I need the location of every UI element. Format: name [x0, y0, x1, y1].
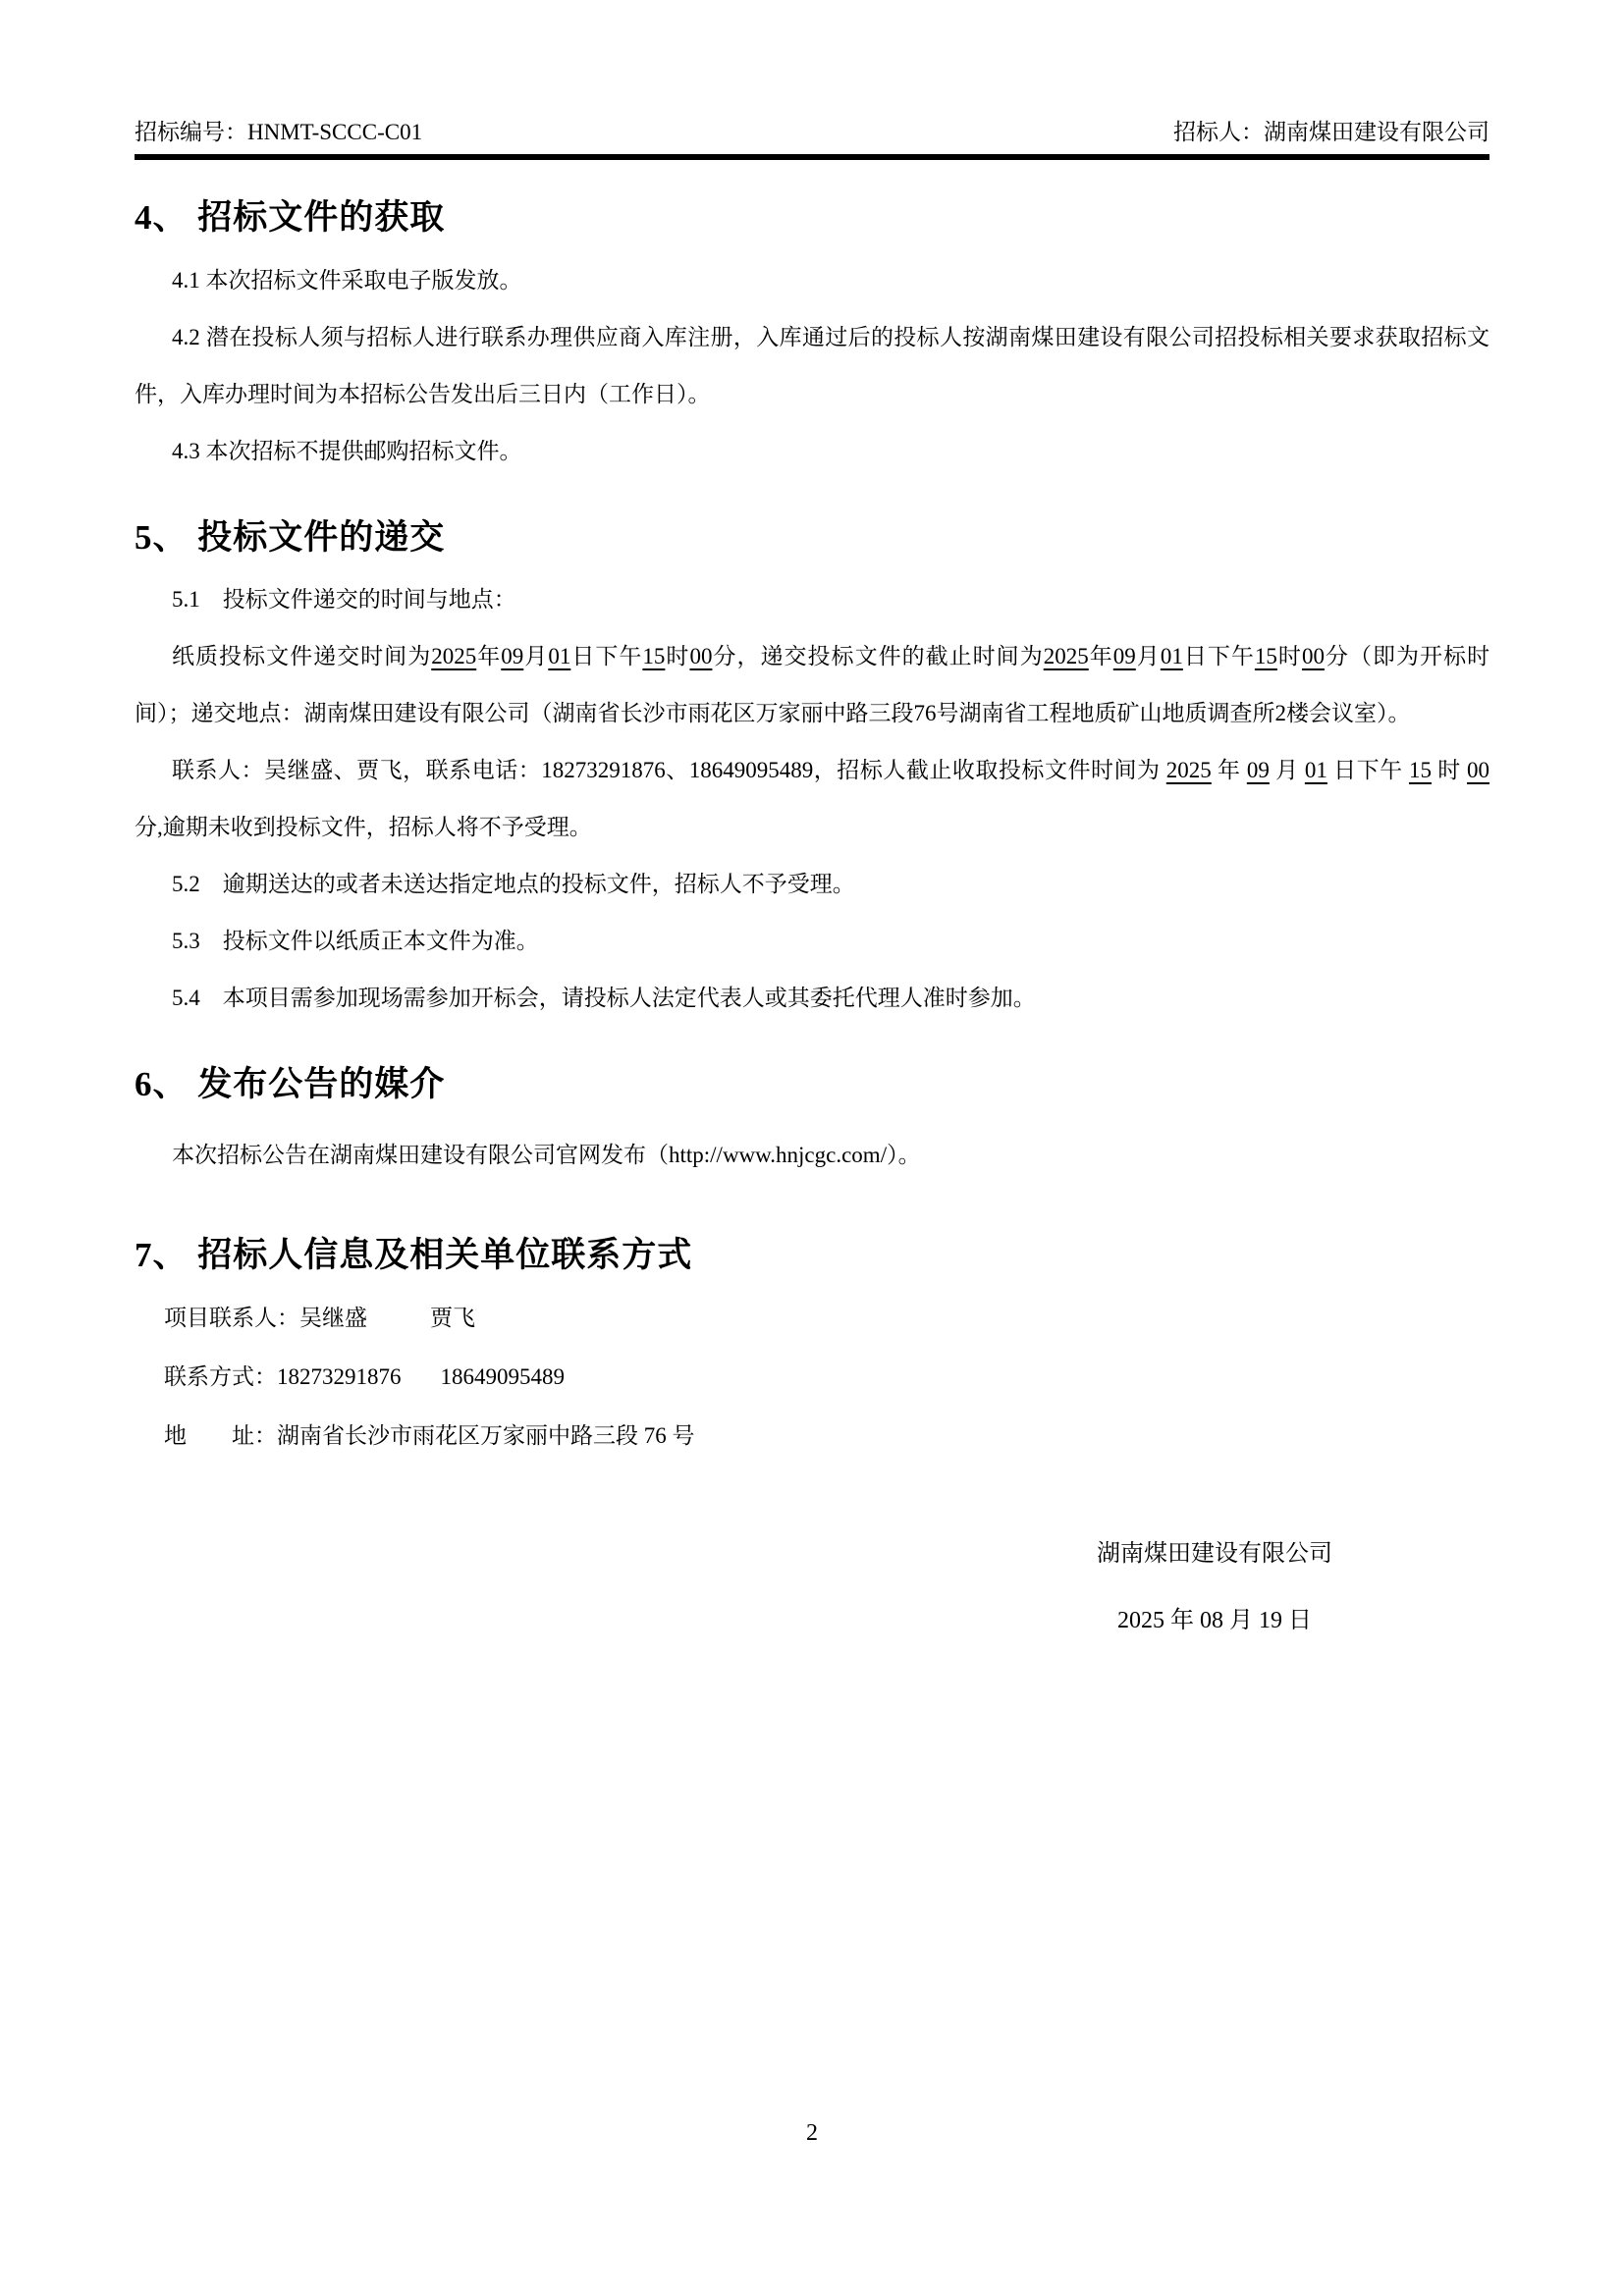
text-segment: 时	[665, 644, 690, 668]
project-contact-label: 项目联系人：	[164, 1306, 299, 1330]
underlined-month: 09	[1112, 644, 1136, 668]
contact-phone-1: 18273291876	[277, 1364, 402, 1389]
section7-heading: 7、 招标人信息及相关单位联系方式	[135, 1235, 693, 1274]
section4-heading: 4、 招标文件的获取	[135, 198, 446, 237]
contact-phone-2: 18649095489	[440, 1364, 565, 1389]
para-6-1: 本次招标公告在湖南煤田建设有限公司官网发布（http://www.hnjcgc.com/）。	[172, 1142, 921, 1167]
para-4-3: 4.3 本次招标不提供邮购招标文件。	[172, 438, 522, 463]
text-segment: 年	[1211, 758, 1247, 782]
para-4-2: 4.2 潜在投标人须与招标人进行联系办理供应商入库注册，入库通过后的投标人按湖南煤田建设有限公司招投标相关要求获取招标文件，入库办理时间为本招标公告发出后三日内（工作日）。	[135, 324, 1489, 406]
underlined-month: 09	[501, 644, 524, 668]
contact-phone-label: 联系方式：	[164, 1364, 277, 1389]
underlined-hour: 15	[1254, 644, 1277, 668]
text-segment: 月	[1135, 644, 1161, 668]
text-segment: 月	[1269, 758, 1305, 782]
text-segment: 时	[1431, 758, 1468, 782]
text-segment: 年	[1088, 644, 1113, 668]
tender-number-label: 招标编号：HNMT-SCCC-C01	[135, 120, 423, 144]
underlined-hour: 15	[1408, 758, 1432, 782]
project-contact-row	[135, 1289, 1489, 1348]
text-segment: 分，递交投标文件的截止时间为	[712, 644, 1044, 668]
underlined-year: 2025	[431, 644, 477, 668]
text-segment: 时	[1276, 644, 1302, 668]
section6-heading: 6、 发布公告的媒介	[135, 1065, 446, 1103]
underlined-minute: 00	[689, 644, 713, 668]
text-segment: 月	[523, 644, 549, 668]
para-5-contact	[135, 742, 1489, 856]
project-contact-name-2: 贾飞	[430, 1306, 475, 1330]
signature-block	[1038, 1521, 1391, 1654]
para-5-1: 5.1 投标文件递交的时间与地点：	[172, 587, 516, 612]
underlined-hour: 15	[642, 644, 666, 668]
para-5-submission-time	[135, 628, 1489, 742]
tenderer-name-label: 招标人：湖南煤田建设有限公司	[1173, 120, 1489, 144]
para-5-4: 5.4 本项目需参加现场需参加开标会，请投标人法定代表人或其委托代理人准时参加。	[172, 986, 1036, 1010]
signature-date: 2025 年 08 月 19 日	[1117, 1608, 1312, 1633]
text-segment: 日下午	[570, 644, 643, 668]
text-segment: 分（即为开标时间）；递交地点：湖南煤田建设有限公司（湖南省长沙市雨花区万家丽中路三段76号湖南省工程地质矿山地质调查所2楼会议室）。	[135, 644, 1490, 725]
underlined-year: 2025	[1043, 644, 1089, 668]
underlined-day: 01	[548, 644, 571, 668]
text-segment: 分,逾期未收到投标文件，招标人将不予受理。	[135, 815, 592, 839]
text-segment: 日下午	[1326, 758, 1409, 782]
underlined-year: 2025	[1165, 758, 1212, 782]
page-header	[135, 0, 1489, 160]
para-4-1: 4.1 本次招标文件采取电子版发放。	[172, 267, 522, 293]
para-5-2: 5.2 逾期送达的或者未送达指定地点的投标文件，招标人不予受理。	[172, 872, 855, 896]
page-number: 2	[806, 2120, 818, 2146]
text-segment: 联系人：吴继盛、贾飞，联系电话：18273291876、18649095489，招标人截止收取投标文件时间为	[172, 758, 1166, 782]
signature-company: 湖南煤田建设有限公司	[1097, 1541, 1332, 1567]
underlined-month: 09	[1246, 758, 1270, 782]
text-segment: 纸质投标文件递交时间为	[172, 644, 432, 668]
address-value: 湖南省长沙市雨花区万家丽中路三段 76 号	[277, 1423, 695, 1448]
section5-heading: 5、 投标文件的递交	[135, 517, 446, 557]
project-contact-name-1: 吴继盛	[299, 1306, 367, 1330]
underlined-day: 01	[1160, 644, 1183, 668]
underlined-day: 01	[1304, 758, 1327, 782]
address-label: 地 址：	[164, 1423, 277, 1448]
text-segment: 日下午	[1182, 644, 1255, 668]
address-row	[135, 1407, 1489, 1466]
text-segment: 年	[476, 644, 502, 668]
para-5-3: 5.3 投标文件以纸质正本文件为准。	[172, 929, 539, 953]
underlined-minute: 00	[1301, 644, 1325, 668]
contact-phone-row	[135, 1348, 1489, 1407]
underlined-minute: 00	[1467, 758, 1490, 782]
